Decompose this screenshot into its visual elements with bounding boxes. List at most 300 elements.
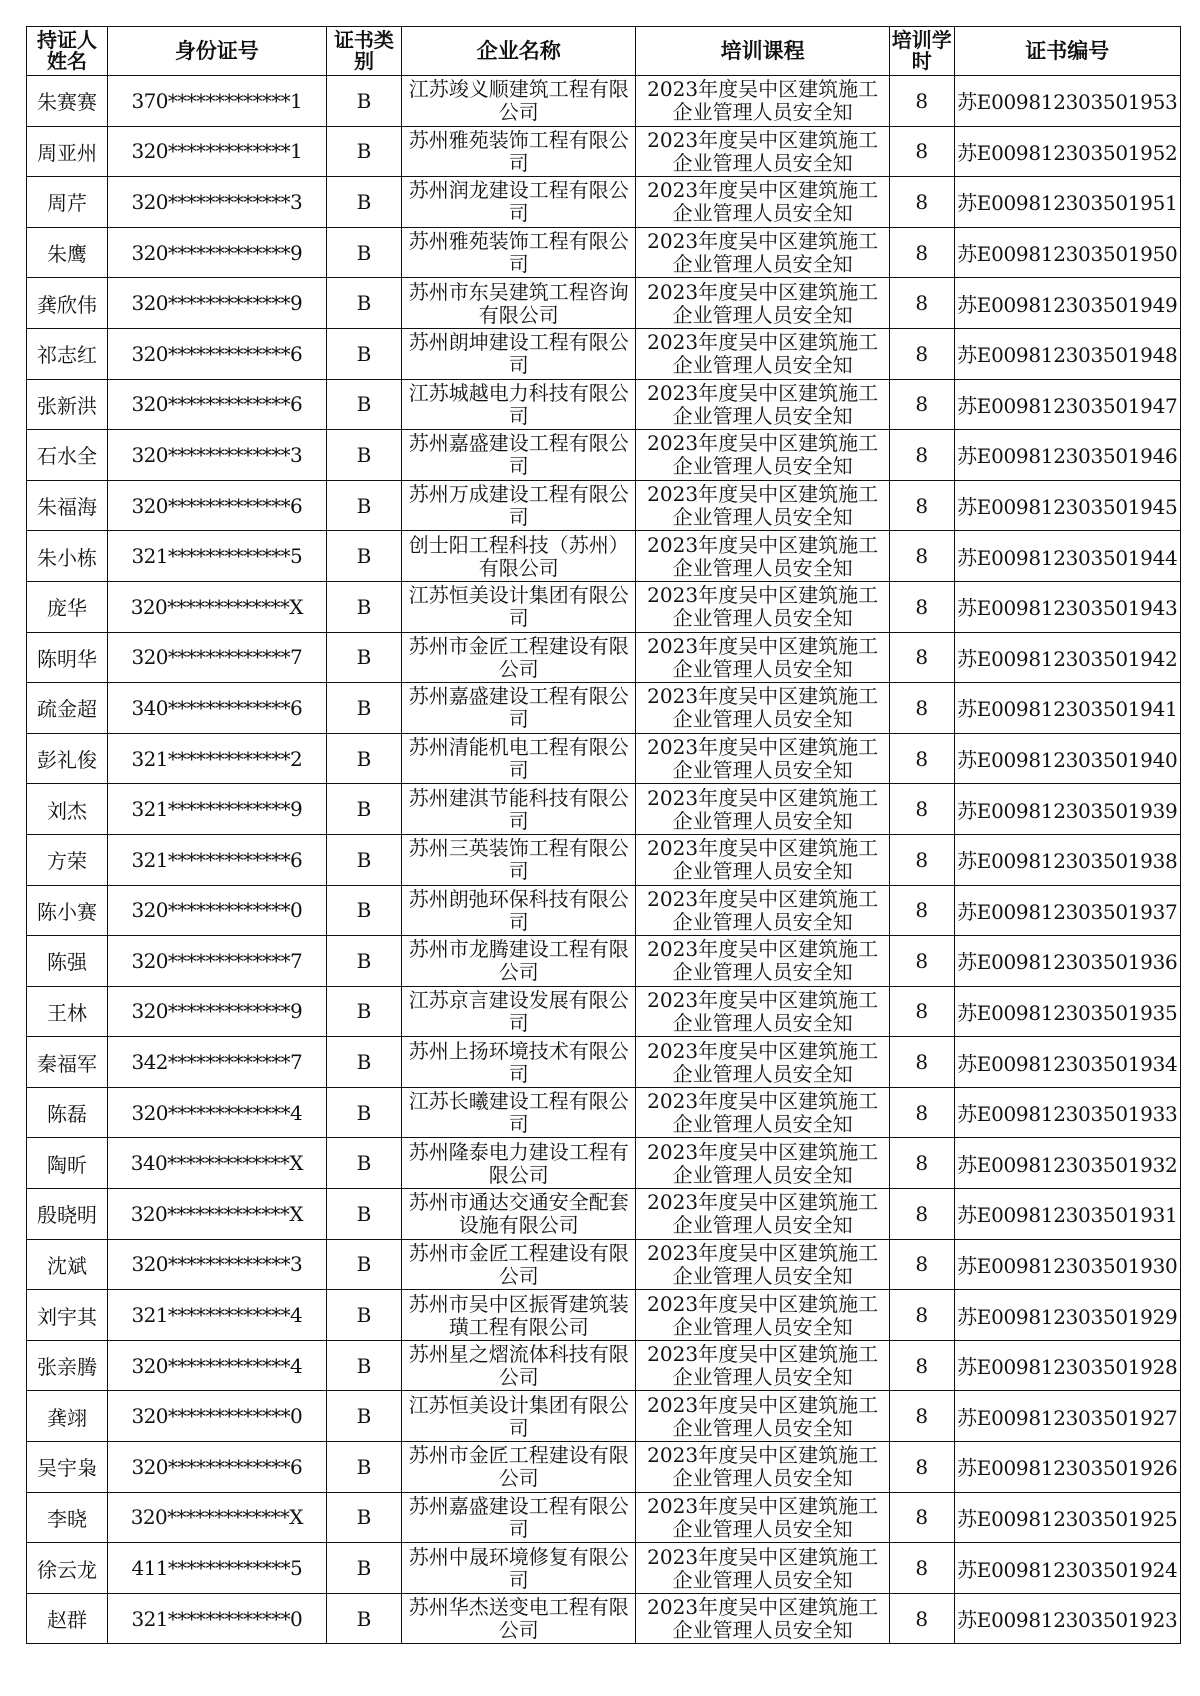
company-name-cell-text: 苏州朗弛环保科技有限公司 bbox=[408, 886, 629, 934]
training-course-cell bbox=[636, 1593, 890, 1644]
company-name-cell bbox=[402, 177, 636, 228]
company-name-cell-text: 苏州清能机电工程有限公司 bbox=[408, 735, 629, 783]
cert-category-cell: B bbox=[326, 480, 401, 531]
training-course-cell bbox=[636, 328, 890, 379]
company-name-cell-text: 苏州星之熠流体科技有限公司 bbox=[408, 1342, 629, 1390]
training-course-cell-text: 2023年度吴中区建筑施工企业管理人员安全知 bbox=[647, 1240, 879, 1288]
cert-category-cell: B bbox=[326, 76, 401, 127]
cert-number-cell: 苏E009812303501933 bbox=[954, 1087, 1180, 1138]
training-hours-cell: 8 bbox=[890, 733, 955, 784]
cert-category-cell: B bbox=[326, 683, 401, 734]
cert-category-cell: B bbox=[326, 531, 401, 582]
company-name-cell-text: 苏州嘉盛建设工程有限公司 bbox=[408, 1493, 629, 1541]
certificate-table bbox=[26, 26, 1181, 1644]
cert-category-cell: B bbox=[326, 1037, 401, 1088]
training-course-cell-text: 2023年度吴中区建筑施工企业管理人员安全知 bbox=[647, 77, 879, 125]
table-row bbox=[27, 1290, 1181, 1341]
id-number-cell: 320*************9 bbox=[107, 278, 326, 329]
company-name-cell bbox=[402, 885, 636, 936]
table-row bbox=[27, 1543, 1181, 1594]
holder-name-cell: 周亚州 bbox=[27, 126, 108, 177]
table-row bbox=[27, 531, 1181, 582]
id-number-cell: 321*************4 bbox=[107, 1290, 326, 1341]
table-header-row bbox=[27, 27, 1181, 76]
cert-number-cell: 苏E009812303501924 bbox=[954, 1543, 1180, 1594]
training-hours-cell: 8 bbox=[890, 328, 955, 379]
table-row bbox=[27, 379, 1181, 430]
company-name-cell bbox=[402, 632, 636, 683]
training-course-cell-text: 2023年度吴中区建筑施工企业管理人员安全知 bbox=[647, 735, 879, 783]
company-name-cell bbox=[402, 683, 636, 734]
company-name-cell-text: 苏州隆泰电力建设工程有限公司 bbox=[408, 1139, 629, 1187]
id-number-cell: 320*************6 bbox=[107, 1442, 326, 1493]
cert-number-cell: 苏E009812303501935 bbox=[954, 986, 1180, 1037]
training-hours-cell: 8 bbox=[890, 986, 955, 1037]
id-number-cell: 320*************6 bbox=[107, 379, 326, 430]
id-number-cell: 320*************7 bbox=[107, 936, 326, 987]
holder-name-cell: 吴宇枭 bbox=[27, 1442, 108, 1493]
company-name-cell-text: 苏州市东吴建筑工程咨询有限公司 bbox=[408, 279, 629, 327]
training-course-cell-text: 2023年度吴中区建筑施工企业管理人员安全知 bbox=[647, 1291, 879, 1339]
training-course-cell bbox=[636, 1138, 890, 1189]
cert-category-cell: B bbox=[326, 581, 401, 632]
table-row bbox=[27, 227, 1181, 278]
training-course-cell bbox=[636, 126, 890, 177]
company-name-cell bbox=[402, 1543, 636, 1594]
cert-category-cell: B bbox=[326, 632, 401, 683]
table-row bbox=[27, 177, 1181, 228]
training-hours-cell: 8 bbox=[890, 430, 955, 481]
table-row bbox=[27, 480, 1181, 531]
holder-name-cell: 刘宇其 bbox=[27, 1290, 108, 1341]
table-row bbox=[27, 834, 1181, 885]
id-number-cell: 342*************7 bbox=[107, 1037, 326, 1088]
training-course-cell-text: 2023年度吴中区建筑施工企业管理人员安全知 bbox=[647, 987, 879, 1035]
training-course-cell-text: 2023年度吴中区建筑施工企业管理人员安全知 bbox=[647, 482, 879, 530]
training-course-cell-text: 2023年度吴中区建筑施工企业管理人员安全知 bbox=[647, 1392, 879, 1440]
table-row bbox=[27, 1340, 1181, 1391]
training-course-cell-text: 2023年度吴中区建筑施工企业管理人员安全知 bbox=[647, 937, 879, 985]
company-name-cell bbox=[402, 1087, 636, 1138]
training-hours-cell: 8 bbox=[890, 885, 955, 936]
training-course-cell-text: 2023年度吴中区建筑施工企业管理人员安全知 bbox=[647, 886, 879, 934]
training-hours-cell: 8 bbox=[890, 1138, 955, 1189]
company-name-cell-text: 创士阳工程科技（苏州）有限公司 bbox=[408, 532, 629, 580]
training-course-cell bbox=[636, 1340, 890, 1391]
company-name-cell-text: 苏州上扬环境技术有限公司 bbox=[408, 1038, 629, 1086]
training-hours-cell: 8 bbox=[890, 379, 955, 430]
table-row bbox=[27, 1189, 1181, 1240]
training-course-cell bbox=[636, 885, 890, 936]
table-row bbox=[27, 1593, 1181, 1644]
company-name-cell-text: 苏州朗坤建设工程有限公司 bbox=[408, 330, 629, 378]
cert-number-cell: 苏E009812303501944 bbox=[954, 531, 1180, 582]
training-hours-cell: 8 bbox=[890, 177, 955, 228]
training-hours-cell: 8 bbox=[890, 531, 955, 582]
company-name-cell bbox=[402, 1239, 636, 1290]
company-name-cell bbox=[402, 531, 636, 582]
training-hours-cell: 8 bbox=[890, 1087, 955, 1138]
cert-number-cell: 苏E009812303501923 bbox=[954, 1593, 1180, 1644]
holder-name-cell: 陈强 bbox=[27, 936, 108, 987]
cert-category-cell: B bbox=[326, 885, 401, 936]
training-course-cell-text: 2023年度吴中区建筑施工企业管理人员安全知 bbox=[647, 1493, 879, 1541]
training-hours-cell: 8 bbox=[890, 1391, 955, 1442]
table-row bbox=[27, 1492, 1181, 1543]
company-name-cell-text: 苏州雅苑装饰工程有限公司 bbox=[408, 229, 629, 277]
cert-number-cell: 苏E009812303501929 bbox=[954, 1290, 1180, 1341]
training-course-cell bbox=[636, 278, 890, 329]
table-row bbox=[27, 1391, 1181, 1442]
training-course-cell-text: 2023年度吴中区建筑施工企业管理人员安全知 bbox=[647, 380, 879, 428]
cert-category-cell: B bbox=[326, 1593, 401, 1644]
table-row bbox=[27, 784, 1181, 835]
holder-name-cell: 龚欣伟 bbox=[27, 278, 108, 329]
holder-name-cell: 朱福海 bbox=[27, 480, 108, 531]
training-hours-cell: 8 bbox=[890, 581, 955, 632]
training-course-cell-text: 2023年度吴中区建筑施工企业管理人员安全知 bbox=[647, 1038, 879, 1086]
training-course-cell bbox=[636, 1543, 890, 1594]
company-name-cell bbox=[402, 936, 636, 987]
training-course-cell bbox=[636, 936, 890, 987]
cert-number-cell: 苏E009812303501943 bbox=[954, 581, 1180, 632]
training-course-cell bbox=[636, 531, 890, 582]
company-name-cell-text: 江苏京言建设发展有限公司 bbox=[408, 987, 629, 1035]
training-course-cell bbox=[636, 834, 890, 885]
training-course-cell bbox=[636, 1087, 890, 1138]
training-course-cell bbox=[636, 379, 890, 430]
training-course-cell-text: 2023年度吴中区建筑施工企业管理人员安全知 bbox=[647, 1190, 879, 1238]
training-course-cell-text: 2023年度吴中区建筑施工企业管理人员安全知 bbox=[647, 178, 879, 226]
cert-number-cell: 苏E009812303501938 bbox=[954, 834, 1180, 885]
company-name-cell-text: 苏州万成建设工程有限公司 bbox=[408, 482, 629, 530]
cert-category-cell: B bbox=[326, 733, 401, 784]
id-number-cell: 340*************X bbox=[107, 1138, 326, 1189]
id-number-cell: 320*************3 bbox=[107, 177, 326, 228]
id-number-cell: 320*************0 bbox=[107, 885, 326, 936]
cert-category-cell: B bbox=[326, 1492, 401, 1543]
id-number-cell: 320*************1 bbox=[107, 126, 326, 177]
table-row bbox=[27, 733, 1181, 784]
training-course-cell bbox=[636, 177, 890, 228]
id-number-cell: 320*************9 bbox=[107, 986, 326, 1037]
training-hours-cell: 8 bbox=[890, 834, 955, 885]
training-course-cell bbox=[636, 1290, 890, 1341]
cert-number-cell: 苏E009812303501942 bbox=[954, 632, 1180, 683]
training-course-cell-text: 2023年度吴中区建筑施工企业管理人员安全知 bbox=[647, 684, 879, 732]
table-row bbox=[27, 632, 1181, 683]
id-number-cell: 320*************7 bbox=[107, 632, 326, 683]
training-course-cell-text: 2023年度吴中区建筑施工企业管理人员安全知 bbox=[647, 279, 879, 327]
training-course-cell-text: 2023年度吴中区建筑施工企业管理人员安全知 bbox=[647, 1595, 879, 1643]
training-course-cell-text: 2023年度吴中区建筑施工企业管理人员安全知 bbox=[647, 785, 879, 833]
table-row bbox=[27, 1087, 1181, 1138]
training-hours-cell: 8 bbox=[890, 1543, 955, 1594]
training-hours-cell: 8 bbox=[890, 632, 955, 683]
training-course-cell bbox=[636, 632, 890, 683]
cert-number-cell: 苏E009812303501930 bbox=[954, 1239, 1180, 1290]
company-name-cell-text: 江苏竣义顺建筑工程有限公司 bbox=[408, 77, 629, 125]
holder-name-cell: 刘杰 bbox=[27, 784, 108, 835]
cert-number-cell: 苏E009812303501932 bbox=[954, 1138, 1180, 1189]
company-name-cell bbox=[402, 1037, 636, 1088]
id-number-cell: 340*************6 bbox=[107, 683, 326, 734]
company-name-cell-text: 苏州市龙腾建设工程有限公司 bbox=[408, 937, 629, 985]
training-course-cell bbox=[636, 1492, 890, 1543]
cert-number-cell: 苏E009812303501950 bbox=[954, 227, 1180, 278]
cert-number-cell: 苏E009812303501947 bbox=[954, 379, 1180, 430]
cert-number-cell: 苏E009812303501925 bbox=[954, 1492, 1180, 1543]
company-name-cell bbox=[402, 834, 636, 885]
table-row bbox=[27, 328, 1181, 379]
company-name-cell-text: 苏州建淇节能科技有限公司 bbox=[408, 785, 629, 833]
table-row bbox=[27, 1442, 1181, 1493]
company-name-cell bbox=[402, 986, 636, 1037]
cert-category-cell: B bbox=[326, 278, 401, 329]
training-course-cell-text: 2023年度吴中区建筑施工企业管理人员安全知 bbox=[647, 1089, 879, 1137]
id-number-cell: 320*************X bbox=[107, 1492, 326, 1543]
cert-number-cell: 苏E009812303501934 bbox=[954, 1037, 1180, 1088]
company-name-cell bbox=[402, 1442, 636, 1493]
cert-category-cell: B bbox=[326, 328, 401, 379]
training-hours-cell: 8 bbox=[890, 1442, 955, 1493]
id-number-cell: 321*************9 bbox=[107, 784, 326, 835]
company-name-cell-text: 苏州嘉盛建设工程有限公司 bbox=[408, 431, 629, 479]
table-row bbox=[27, 885, 1181, 936]
cert-number-cell: 苏E009812303501941 bbox=[954, 683, 1180, 734]
cert-number-cell: 苏E009812303501948 bbox=[954, 328, 1180, 379]
id-number-cell: 370*************1 bbox=[107, 76, 326, 127]
table-row bbox=[27, 1239, 1181, 1290]
cert-number-cell: 苏E009812303501931 bbox=[954, 1189, 1180, 1240]
holder-name-cell: 张亲腾 bbox=[27, 1340, 108, 1391]
company-name-cell bbox=[402, 126, 636, 177]
holder-name-cell: 赵群 bbox=[27, 1593, 108, 1644]
cert-number-cell: 苏E009812303501928 bbox=[954, 1340, 1180, 1391]
header-id-number: 身份证号 bbox=[107, 27, 326, 76]
cert-category-cell: B bbox=[326, 1340, 401, 1391]
holder-name-cell: 庞华 bbox=[27, 581, 108, 632]
header-cert-category: 证书类别 bbox=[326, 27, 401, 76]
training-course-cell-text: 2023年度吴中区建筑施工企业管理人员安全知 bbox=[647, 229, 879, 277]
cert-category-cell: B bbox=[326, 1543, 401, 1594]
company-name-cell-text: 江苏恒美设计集团有限公司 bbox=[408, 583, 629, 631]
holder-name-cell: 徐云龙 bbox=[27, 1543, 108, 1594]
company-name-cell bbox=[402, 480, 636, 531]
training-course-cell bbox=[636, 784, 890, 835]
table-row bbox=[27, 683, 1181, 734]
training-course-cell bbox=[636, 1239, 890, 1290]
cert-category-cell: B bbox=[326, 936, 401, 987]
company-name-cell bbox=[402, 1189, 636, 1240]
company-name-cell bbox=[402, 379, 636, 430]
id-number-cell: 320*************3 bbox=[107, 1239, 326, 1290]
training-hours-cell: 8 bbox=[890, 1492, 955, 1543]
cert-number-cell: 苏E009812303501927 bbox=[954, 1391, 1180, 1442]
training-hours-cell: 8 bbox=[890, 784, 955, 835]
holder-name-cell: 周芹 bbox=[27, 177, 108, 228]
company-name-cell bbox=[402, 1593, 636, 1644]
cert-category-cell: B bbox=[326, 1290, 401, 1341]
holder-name-cell: 秦福军 bbox=[27, 1037, 108, 1088]
cert-category-cell: B bbox=[326, 1239, 401, 1290]
table-row bbox=[27, 936, 1181, 987]
company-name-cell-text: 江苏长曦建设工程有限公司 bbox=[408, 1089, 629, 1137]
id-number-cell: 320*************9 bbox=[107, 227, 326, 278]
cert-category-cell: B bbox=[326, 430, 401, 481]
training-hours-cell: 8 bbox=[890, 278, 955, 329]
cert-category-cell: B bbox=[326, 379, 401, 430]
id-number-cell: 321*************6 bbox=[107, 834, 326, 885]
training-course-cell bbox=[636, 430, 890, 481]
company-name-cell-text: 苏州三英装饰工程有限公司 bbox=[408, 836, 629, 884]
training-hours-cell: 8 bbox=[890, 227, 955, 278]
training-course-cell bbox=[636, 986, 890, 1037]
cert-number-cell: 苏E009812303501926 bbox=[954, 1442, 1180, 1493]
cert-category-cell: B bbox=[326, 1442, 401, 1493]
holder-name-cell: 朱赛赛 bbox=[27, 76, 108, 127]
header-holder-name: 持证人姓名 bbox=[27, 27, 108, 76]
training-course-cell bbox=[636, 1189, 890, 1240]
cert-number-cell: 苏E009812303501952 bbox=[954, 126, 1180, 177]
training-course-cell-text: 2023年度吴中区建筑施工企业管理人员安全知 bbox=[647, 431, 879, 479]
holder-name-cell: 沈斌 bbox=[27, 1239, 108, 1290]
training-course-cell bbox=[636, 1442, 890, 1493]
training-hours-cell: 8 bbox=[890, 1189, 955, 1240]
company-name-cell bbox=[402, 1340, 636, 1391]
id-number-cell: 320*************X bbox=[107, 581, 326, 632]
training-hours-cell: 8 bbox=[890, 76, 955, 127]
training-course-cell bbox=[636, 480, 890, 531]
table-row bbox=[27, 581, 1181, 632]
training-hours-cell: 8 bbox=[890, 1037, 955, 1088]
company-name-cell-text: 江苏恒美设计集团有限公司 bbox=[408, 1392, 629, 1440]
company-name-cell bbox=[402, 784, 636, 835]
id-number-cell: 320*************4 bbox=[107, 1087, 326, 1138]
cert-category-cell: B bbox=[326, 1391, 401, 1442]
training-course-cell-text: 2023年度吴中区建筑施工企业管理人员安全知 bbox=[647, 127, 879, 175]
training-course-cell-text: 2023年度吴中区建筑施工企业管理人员安全知 bbox=[647, 532, 879, 580]
table-row bbox=[27, 1037, 1181, 1088]
header-training-course: 培训课程 bbox=[636, 27, 890, 76]
training-course-cell-text: 2023年度吴中区建筑施工企业管理人员安全知 bbox=[647, 633, 879, 681]
training-hours-cell: 8 bbox=[890, 1239, 955, 1290]
training-course-cell bbox=[636, 1037, 890, 1088]
cert-number-cell: 苏E009812303501945 bbox=[954, 480, 1180, 531]
training-course-cell bbox=[636, 1391, 890, 1442]
id-number-cell: 320*************3 bbox=[107, 430, 326, 481]
cert-number-cell: 苏E009812303501939 bbox=[954, 784, 1180, 835]
training-course-cell-text: 2023年度吴中区建筑施工企业管理人员安全知 bbox=[647, 836, 879, 884]
company-name-cell-text: 苏州市吴中区振胥建筑装璜工程有限公司 bbox=[408, 1291, 629, 1339]
company-name-cell-text: 苏州中晟环境修复有限公司 bbox=[408, 1544, 629, 1592]
cert-number-cell: 苏E009812303501936 bbox=[954, 936, 1180, 987]
table-row bbox=[27, 986, 1181, 1037]
cert-category-cell: B bbox=[326, 1087, 401, 1138]
holder-name-cell: 彭礼俊 bbox=[27, 733, 108, 784]
company-name-cell bbox=[402, 328, 636, 379]
company-name-cell-text: 苏州嘉盛建设工程有限公司 bbox=[408, 684, 629, 732]
training-hours-cell: 8 bbox=[890, 1593, 955, 1644]
cert-number-cell: 苏E009812303501949 bbox=[954, 278, 1180, 329]
id-number-cell: 411*************5 bbox=[107, 1543, 326, 1594]
company-name-cell bbox=[402, 1290, 636, 1341]
company-name-cell bbox=[402, 76, 636, 127]
cert-category-cell: B bbox=[326, 986, 401, 1037]
holder-name-cell: 祁志红 bbox=[27, 328, 108, 379]
cert-category-cell: B bbox=[326, 227, 401, 278]
training-hours-cell: 8 bbox=[890, 480, 955, 531]
training-course-cell bbox=[636, 76, 890, 127]
training-course-cell bbox=[636, 683, 890, 734]
company-name-cell-text: 苏州市通达交通安全配套设施有限公司 bbox=[408, 1190, 629, 1238]
company-name-cell-text: 苏州雅苑装饰工程有限公司 bbox=[408, 127, 629, 175]
table-row bbox=[27, 76, 1181, 127]
company-name-cell-text: 江苏城越电力科技有限公司 bbox=[408, 380, 629, 428]
training-hours-cell: 8 bbox=[890, 1290, 955, 1341]
header-cert-number: 证书编号 bbox=[954, 27, 1180, 76]
company-name-cell bbox=[402, 278, 636, 329]
holder-name-cell: 疏金超 bbox=[27, 683, 108, 734]
table-row bbox=[27, 430, 1181, 481]
id-number-cell: 320*************6 bbox=[107, 480, 326, 531]
cert-number-cell: 苏E009812303501937 bbox=[954, 885, 1180, 936]
id-number-cell: 320*************4 bbox=[107, 1340, 326, 1391]
training-course-cell-text: 2023年度吴中区建筑施工企业管理人员安全知 bbox=[647, 583, 879, 631]
cert-number-cell: 苏E009812303501951 bbox=[954, 177, 1180, 228]
company-name-cell bbox=[402, 227, 636, 278]
header-company-name: 企业名称 bbox=[402, 27, 636, 76]
table-row bbox=[27, 1138, 1181, 1189]
holder-name-cell: 朱小栋 bbox=[27, 531, 108, 582]
company-name-cell bbox=[402, 733, 636, 784]
cert-number-cell: 苏E009812303501953 bbox=[954, 76, 1180, 127]
table-row bbox=[27, 278, 1181, 329]
training-course-cell-text: 2023年度吴中区建筑施工企业管理人员安全知 bbox=[647, 330, 879, 378]
company-name-cell-text: 苏州华杰送变电工程有限公司 bbox=[408, 1595, 629, 1643]
cert-number-cell: 苏E009812303501946 bbox=[954, 430, 1180, 481]
training-hours-cell: 8 bbox=[890, 126, 955, 177]
company-name-cell bbox=[402, 1138, 636, 1189]
cert-number-cell: 苏E009812303501940 bbox=[954, 733, 1180, 784]
training-course-cell bbox=[636, 733, 890, 784]
company-name-cell bbox=[402, 430, 636, 481]
holder-name-cell: 王林 bbox=[27, 986, 108, 1037]
cert-category-cell: B bbox=[326, 177, 401, 228]
holder-name-cell: 陶昕 bbox=[27, 1138, 108, 1189]
holder-name-cell: 龚翊 bbox=[27, 1391, 108, 1442]
id-number-cell: 321*************5 bbox=[107, 531, 326, 582]
holder-name-cell: 张新洪 bbox=[27, 379, 108, 430]
company-name-cell bbox=[402, 1391, 636, 1442]
training-course-cell-text: 2023年度吴中区建筑施工企业管理人员安全知 bbox=[647, 1443, 879, 1491]
training-course-cell bbox=[636, 581, 890, 632]
company-name-cell-text: 苏州市金匠工程建设有限公司 bbox=[408, 1240, 629, 1288]
holder-name-cell: 方荣 bbox=[27, 834, 108, 885]
training-hours-cell: 8 bbox=[890, 1340, 955, 1391]
holder-name-cell: 陈小赛 bbox=[27, 885, 108, 936]
holder-name-cell: 陈明华 bbox=[27, 632, 108, 683]
cert-category-cell: B bbox=[326, 1189, 401, 1240]
table-row bbox=[27, 126, 1181, 177]
training-course-cell-text: 2023年度吴中区建筑施工企业管理人员安全知 bbox=[647, 1139, 879, 1187]
id-number-cell: 320*************0 bbox=[107, 1391, 326, 1442]
holder-name-cell: 石水全 bbox=[27, 430, 108, 481]
header-training-hours: 培训学时 bbox=[890, 27, 955, 76]
table-body bbox=[27, 76, 1181, 1644]
id-number-cell: 320*************6 bbox=[107, 328, 326, 379]
cert-category-cell: B bbox=[326, 784, 401, 835]
